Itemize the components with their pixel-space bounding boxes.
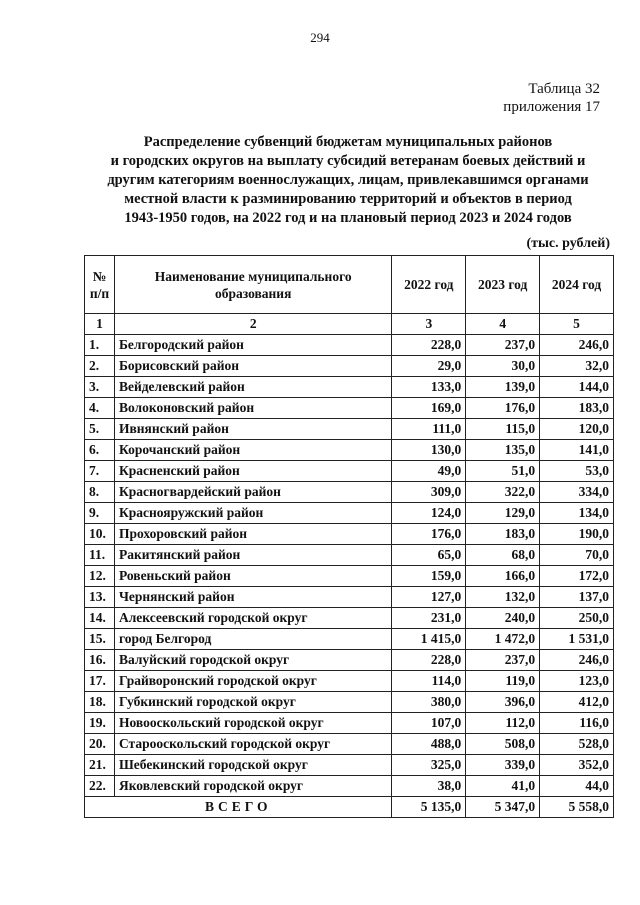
row-number: 9. — [85, 503, 115, 524]
value-2024: 172,0 — [540, 566, 614, 587]
municipality-name: Вейделевский район — [114, 377, 391, 398]
value-2022: 309,0 — [392, 482, 466, 503]
value-2024: 137,0 — [540, 587, 614, 608]
municipality-name: Красненский район — [114, 461, 391, 482]
municipality-name: Корочанский район — [114, 440, 391, 461]
title-line: местной власти к разминированию территорий и объектов в период — [124, 191, 572, 207]
value-2024: 70,0 — [540, 545, 614, 566]
page-number: 294 — [310, 30, 330, 45]
value-2022: 133,0 — [392, 377, 466, 398]
column-number: 2 — [114, 314, 391, 335]
table-label: Таблица 32 — [528, 81, 600, 97]
header-num: № п/п — [85, 256, 115, 314]
value-2024: 134,0 — [540, 503, 614, 524]
table-row — [85, 398, 614, 419]
value-2024: 144,0 — [540, 377, 614, 398]
table-row — [85, 482, 614, 503]
value-2023: 139,0 — [466, 377, 540, 398]
table-row — [85, 524, 614, 545]
header-2022: 2022 год — [392, 256, 466, 314]
row-number: 17. — [85, 671, 115, 692]
row-number: 10. — [85, 524, 115, 545]
municipality-name: Прохоровский район — [114, 524, 391, 545]
table-row — [85, 650, 614, 671]
header-row — [85, 256, 614, 314]
value-2024: 334,0 — [540, 482, 614, 503]
value-2023: 237,0 — [466, 335, 540, 356]
value-2024: 116,0 — [540, 713, 614, 734]
row-number: 6. — [85, 440, 115, 461]
title-line: и городских округов на выплату субсидий ветеранам боевых действий и — [110, 153, 586, 169]
title-line: другим категориям военнослужащих, лицам, привлекавшимся органами — [107, 172, 589, 188]
table-row — [85, 419, 614, 440]
table-row — [85, 776, 614, 797]
column-number: 1 — [85, 314, 115, 335]
value-2023: 129,0 — [466, 503, 540, 524]
municipality-name: Краснояружский район — [114, 503, 391, 524]
value-2024: 53,0 — [540, 461, 614, 482]
row-number: 12. — [85, 566, 115, 587]
value-2022: 325,0 — [392, 755, 466, 776]
value-2022: 127,0 — [392, 587, 466, 608]
municipality-name: Валуйский городской округ — [114, 650, 391, 671]
value-2024: 412,0 — [540, 692, 614, 713]
table-row — [85, 629, 614, 650]
title-line: Распределение субвенций бюджетам муниципальных районов — [143, 134, 553, 150]
table-row — [85, 587, 614, 608]
value-2022: 228,0 — [392, 335, 466, 356]
table-row — [85, 755, 614, 776]
row-number: 18. — [85, 692, 115, 713]
table-row — [85, 440, 614, 461]
value-2022: 130,0 — [392, 440, 466, 461]
value-2023: 51,0 — [466, 461, 540, 482]
municipality-name: Яковлевский городской округ — [114, 776, 391, 797]
column-number: 3 — [392, 314, 466, 335]
municipality-name: город Белгород — [114, 629, 391, 650]
municipality-name: Борисовский район — [114, 356, 391, 377]
subvention-table — [84, 255, 614, 818]
title-line: 1943-1950 годов, на 2022 год и на плановый период 2023 и 2024 годов — [124, 210, 572, 226]
value-2023: 112,0 — [466, 713, 540, 734]
total-row — [85, 797, 614, 818]
table-row — [85, 671, 614, 692]
value-2023: 176,0 — [466, 398, 540, 419]
value-2024: 190,0 — [540, 524, 614, 545]
total-label: ВСЕГО — [85, 797, 392, 818]
value-2023: 237,0 — [466, 650, 540, 671]
municipality-name: Ровеньский район — [114, 566, 391, 587]
value-2023: 240,0 — [466, 608, 540, 629]
total-2024: 5 558,0 — [540, 797, 614, 818]
table-row — [85, 461, 614, 482]
value-2023: 41,0 — [466, 776, 540, 797]
value-2024: 183,0 — [540, 398, 614, 419]
row-number: 19. — [85, 713, 115, 734]
row-number: 1. — [85, 335, 115, 356]
value-2024: 32,0 — [540, 356, 614, 377]
value-2023: 166,0 — [466, 566, 540, 587]
units-label: (тыс. рублей) — [526, 236, 610, 251]
row-number: 22. — [85, 776, 115, 797]
column-number: 5 — [540, 314, 614, 335]
table-row — [85, 545, 614, 566]
municipality-name: Волоконовский район — [114, 398, 391, 419]
value-2023: 322,0 — [466, 482, 540, 503]
table-row — [85, 566, 614, 587]
municipality-name: Алексеевский городской округ — [114, 608, 391, 629]
total-2023: 5 347,0 — [466, 797, 540, 818]
value-2022: 38,0 — [392, 776, 466, 797]
row-number: 14. — [85, 608, 115, 629]
value-2024: 352,0 — [540, 755, 614, 776]
value-2022: 49,0 — [392, 461, 466, 482]
table-row — [85, 356, 614, 377]
municipality-name: Новооскольский городской округ — [114, 713, 391, 734]
municipality-name: Старооскольский городской округ — [114, 734, 391, 755]
value-2023: 30,0 — [466, 356, 540, 377]
value-2022: 107,0 — [392, 713, 466, 734]
value-2024: 1 531,0 — [540, 629, 614, 650]
appendix-label: приложения 17 — [503, 99, 600, 115]
header-name: Наименование муниципального образования — [114, 256, 391, 314]
row-number: 15. — [85, 629, 115, 650]
header-2023: 2023 год — [466, 256, 540, 314]
value-2023: 396,0 — [466, 692, 540, 713]
table-row — [85, 335, 614, 356]
municipality-name: Белгородский район — [114, 335, 391, 356]
row-number: 21. — [85, 755, 115, 776]
value-2022: 380,0 — [392, 692, 466, 713]
municipality-name: Чернянский район — [114, 587, 391, 608]
municipality-name: Ракитянский район — [114, 545, 391, 566]
value-2022: 176,0 — [392, 524, 466, 545]
document-title — [80, 133, 616, 228]
municipality-name: Красногвардейский район — [114, 482, 391, 503]
value-2022: 124,0 — [392, 503, 466, 524]
value-2022: 65,0 — [392, 545, 466, 566]
value-2023: 115,0 — [466, 419, 540, 440]
municipality-name: Губкинский городской округ — [114, 692, 391, 713]
total-2022: 5 135,0 — [392, 797, 466, 818]
row-number: 13. — [85, 587, 115, 608]
row-number: 7. — [85, 461, 115, 482]
row-number: 2. — [85, 356, 115, 377]
municipality-name: Шебекинский городской округ — [114, 755, 391, 776]
value-2024: 528,0 — [540, 734, 614, 755]
value-2023: 135,0 — [466, 440, 540, 461]
row-number: 8. — [85, 482, 115, 503]
value-2024: 123,0 — [540, 671, 614, 692]
table-row — [85, 734, 614, 755]
municipality-name: Грайворонский городской округ — [114, 671, 391, 692]
value-2023: 183,0 — [466, 524, 540, 545]
table-row — [85, 692, 614, 713]
value-2022: 114,0 — [392, 671, 466, 692]
header-2024: 2024 год — [540, 256, 614, 314]
value-2024: 44,0 — [540, 776, 614, 797]
value-2022: 1 415,0 — [392, 629, 466, 650]
row-number: 4. — [85, 398, 115, 419]
municipality-name: Ивнянский район — [114, 419, 391, 440]
value-2023: 508,0 — [466, 734, 540, 755]
value-2024: 141,0 — [540, 440, 614, 461]
value-2022: 228,0 — [392, 650, 466, 671]
column-numbers-row — [85, 314, 614, 335]
value-2023: 132,0 — [466, 587, 540, 608]
column-number: 4 — [466, 314, 540, 335]
value-2024: 120,0 — [540, 419, 614, 440]
table-caption — [503, 80, 600, 116]
table-row — [85, 503, 614, 524]
table-row — [85, 377, 614, 398]
row-number: 11. — [85, 545, 115, 566]
value-2022: 29,0 — [392, 356, 466, 377]
table-row — [85, 713, 614, 734]
value-2022: 159,0 — [392, 566, 466, 587]
value-2022: 111,0 — [392, 419, 466, 440]
value-2024: 250,0 — [540, 608, 614, 629]
value-2023: 1 472,0 — [466, 629, 540, 650]
row-number: 16. — [85, 650, 115, 671]
value-2023: 339,0 — [466, 755, 540, 776]
value-2023: 68,0 — [466, 545, 540, 566]
row-number: 3. — [85, 377, 115, 398]
table-row — [85, 608, 614, 629]
value-2024: 246,0 — [540, 335, 614, 356]
value-2022: 488,0 — [392, 734, 466, 755]
value-2022: 231,0 — [392, 608, 466, 629]
row-number: 5. — [85, 419, 115, 440]
value-2022: 169,0 — [392, 398, 466, 419]
value-2023: 119,0 — [466, 671, 540, 692]
row-number: 20. — [85, 734, 115, 755]
value-2024: 246,0 — [540, 650, 614, 671]
